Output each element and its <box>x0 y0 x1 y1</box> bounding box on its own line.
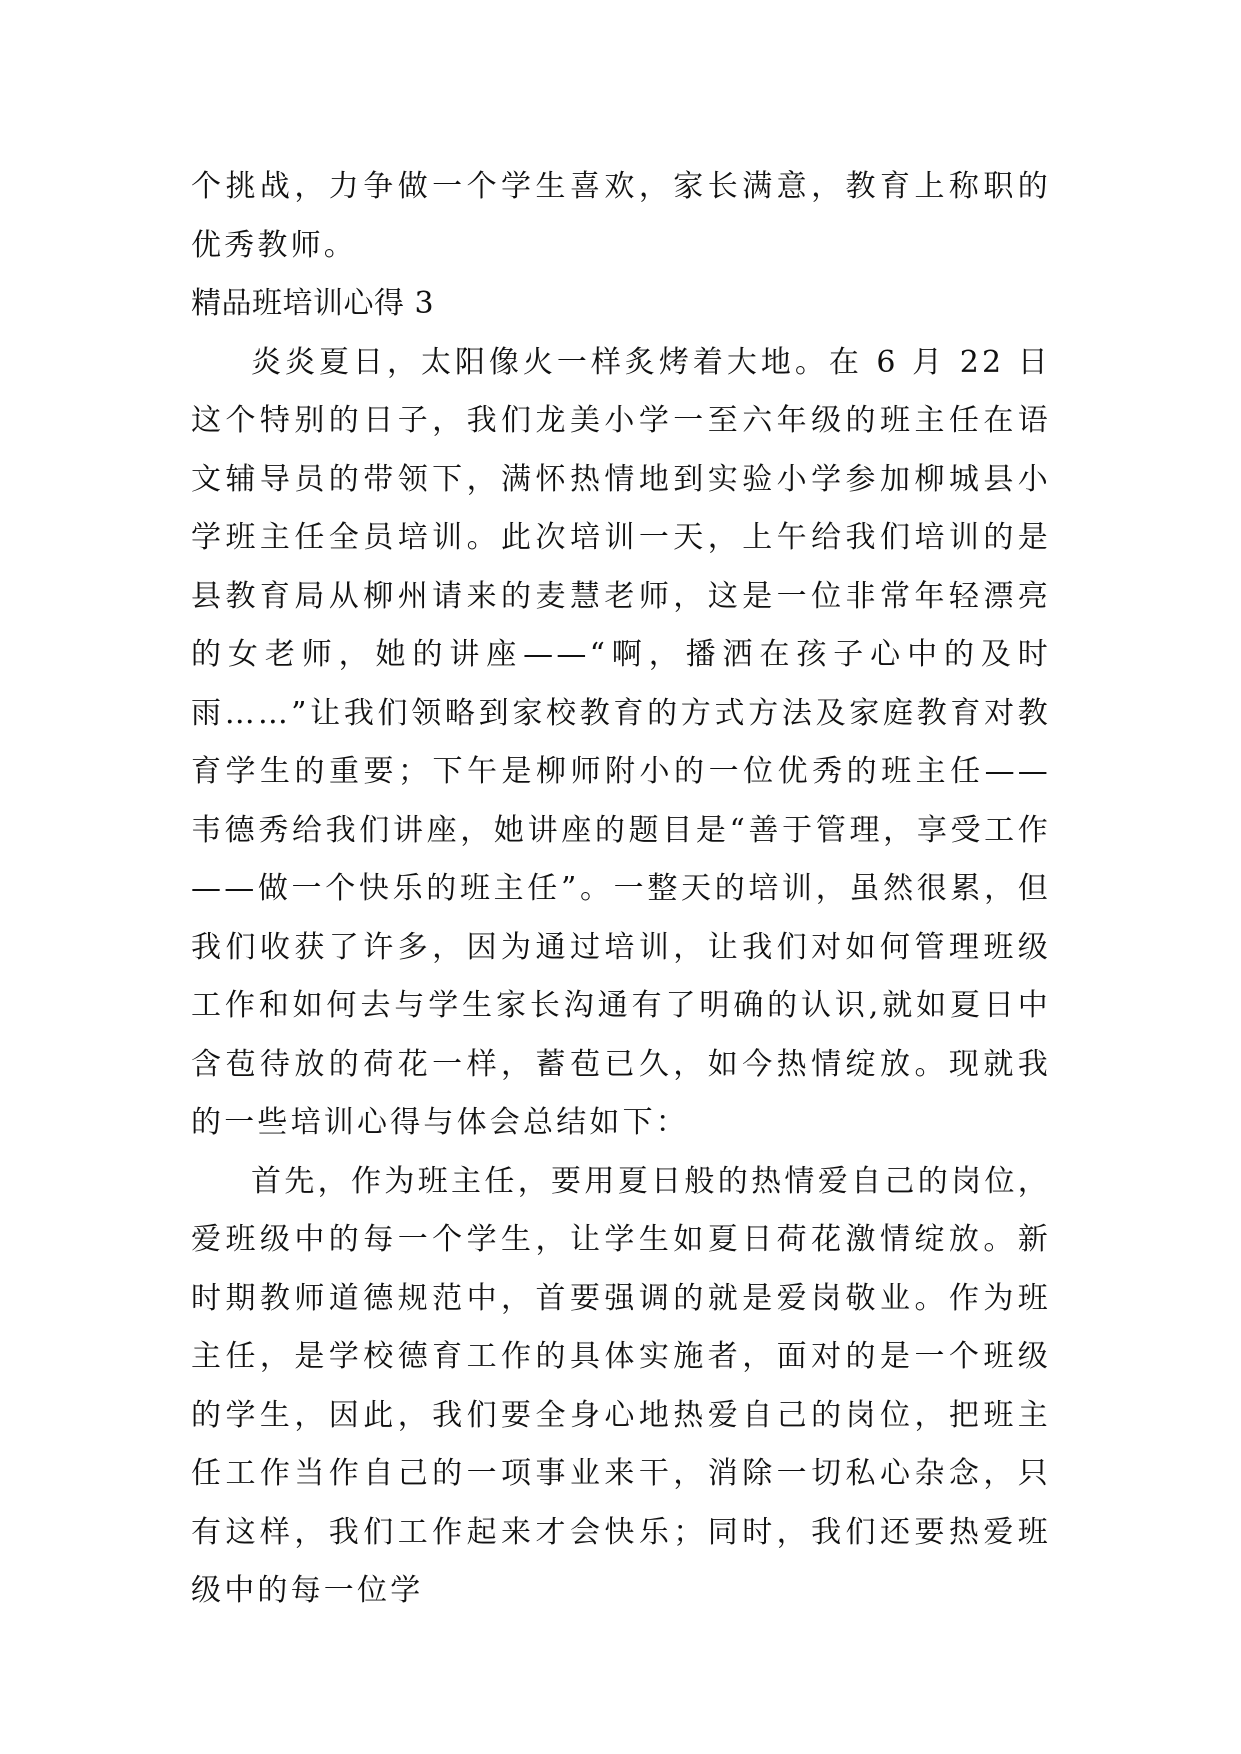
carryover-paragraph: 个挑战，力争做一个学生喜欢，家长满意，教育上称职的优秀教师。 <box>191 169 1051 263</box>
paragraph-intro: 炎炎夏日，太阳像火一样炙烤着大地。在 6 月 22 日这个特别的日子，我们龙美小学一至六年级的班主任在语文辅导员的带领下，满怀热情地到实验小学参加柳城县小学班主任全员培训。此次培训一天，上午给我们培训的是县教育局从柳州请来的麦慧老师，这是一位非常年轻漂亮的女老师，她的讲座——“啊，播洒在孩子心中的及时雨……”让我们领略到家校教育的方式方法及家庭教育对教育学生的重要；下午是柳师附小的一位优秀的班主任——韦德秀给我们讲座，她讲座的题目是“善于管理，享受工作——做一个快乐的班主任”。一整天的培训，虽然很累，但我们收获了许多，因为通过培训，让我们对如何管理班级工作和如何去与学生家长沟通有了明确的认识,就如夏日中含苞待放的荷花一样，蓄苞已久，如今热情绽放。现就我的一些培训心得与体会总结如下： <box>191 344 1051 1140</box>
document-body <box>191 158 1051 1621</box>
paragraph-first-point: 首先，作为班主任，要用夏日般的热情爱自己的岗位，爱班级中的每一个学生，让学生如夏日荷花激情绽放。新时期教师道德规范中，首要强调的就是爱岗敬业。作为班主任，是学校德育工作的具体实施者，面对的是一个班级的学生，因此，我们要全身心地热爱自己的岗位，把班主任工作当作自己的一项事业来干，消除一切私心杂念，只有这样，我们工作起来才会快乐；同时，我们还要热爱班级中的每一位学 <box>191 1163 1051 1608</box>
section-heading: 精品班培训心得 3 <box>191 286 435 321</box>
